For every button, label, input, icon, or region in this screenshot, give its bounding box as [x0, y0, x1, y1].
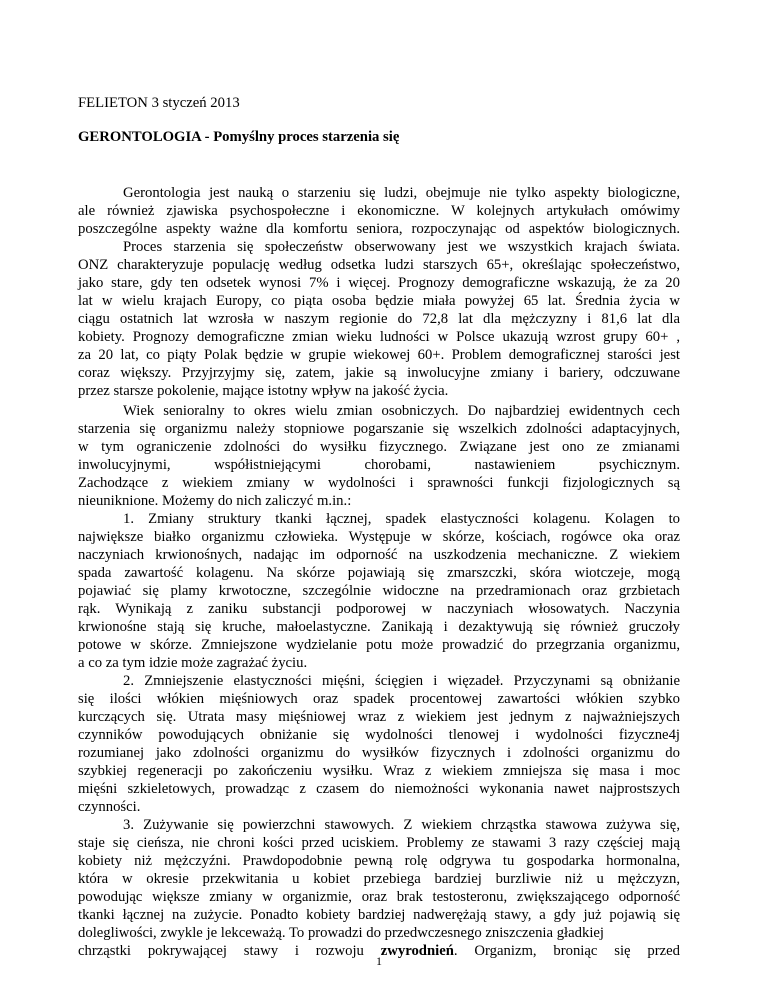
- page-number: 1: [376, 954, 382, 968]
- text-line: spada zawartość kolagenu. Na skórze pojawiają się zmarszczki, skóra wiotczeje, mogą: [78, 565, 680, 581]
- text-line: kobiety. Prognozy demograficzne zmian wieku ludności w Polsce ukazują wzrost grupy 60+ ,: [78, 329, 680, 345]
- text-line: a co za tym idzie może zagrażać życiu.: [78, 655, 308, 671]
- text-line: inwolucyjnymi, współistniejącymi chorobami, nastawieniem psychicznym.: [78, 457, 680, 473]
- text-line: lat w wielu krajach Europy, co piąta osoba będzie miała powyżej 65 lat. Średnia życia w: [78, 293, 680, 309]
- text-line: krwionośne stają się kruche, małoelastyczne. Zanikają i dezaktywują się również gruczoły: [78, 619, 680, 635]
- text-line: rąk. Wynikają z zaniku substancji podporowej w naczyniach włosowatych. Naczynia: [78, 601, 680, 617]
- text-line: Zachodzące z wiekiem zmiany w wydolności i sprawności funkcji fizjologicznych są: [78, 475, 680, 491]
- text-line: potowe w skórze. Zmniejszone wydzielanie potu może prowadzić do przegrzania organizmu,: [78, 637, 680, 653]
- text-line: 1. Zmiany struktury tkanki łącznej, spadek elastyczności kolagenu. Kolagen to: [123, 511, 680, 527]
- text-line: tkanki łącznej na zużycie. Ponadto kobiety bardziej nadwerężają stawy, a gdy już pojawią się: [78, 907, 680, 923]
- text-line: 3. Zużywanie się powierzchni stawowych. Z wiekiem chrząstka stawowa zużywa się,: [123, 817, 680, 833]
- final-line-end: . Organizm, broniąc się przed: [453, 943, 681, 959]
- text-line: poszczególne aspekty ważne dla komfortu seniora, rozpoczynając od aspektów biologicznych.: [78, 221, 680, 237]
- text-line: jako stare, gdy ten odsetek wynosi 7% i więcej. Prognozy demograficzne wskazują, że za 20: [78, 275, 680, 291]
- text-line: Wiek senioralny to okres wielu zmian osobniczych. Do najbardziej ewidentnych cech: [123, 403, 680, 419]
- text-line: mięśni szkieletowych, prowadząc z czasem do niemożności wykonania nawet najprostszych: [78, 781, 680, 797]
- text-line: pojawiać się plamy krwotoczne, szczególnie widoczne na przedramionach oraz grzbietach: [78, 583, 680, 599]
- text-line: największe białko organizmu człowieka. Występuje w skórze, kościach, rogówce oka oraz: [78, 529, 680, 545]
- text-line: za 20 lat, co piąty Polak będzie w grupie wiekowej 60+. Problem demograficznej starości jest: [78, 347, 680, 363]
- text-line: ciągu ostatnich lat wzrosła w naszym regionie do 72,8 lat dla mężczyzny i 81,6 lat dla: [78, 311, 680, 327]
- text-line: Gerontologia jest nauką o starzeniu się ludzi, obejmuje nie tylko aspekty biologiczne,: [123, 185, 680, 201]
- text-line: w tym ograniczenie zdolności do wysiłku fizycznego. Związane jest ono ze zmianami: [78, 439, 680, 455]
- final-line-start: chrząstki pokrywającej stawy i rozwoju: [78, 943, 381, 959]
- text-line: ale również zjawiska psychospołeczne i ekonomiczne. W kolejnych artykułach omówimy: [78, 203, 680, 219]
- bold-term: zwyrodnień: [380, 943, 454, 959]
- text-line: która w okresie przekwitania u kobiet przebiega bardziej burzliwie niż u mężczyzn,: [78, 871, 680, 887]
- article-title: GERONTOLOGIA - Pomyślny proces starzenia się: [78, 129, 400, 145]
- header-line: FELIETON 3 styczeń 2013: [78, 95, 240, 111]
- text-line: się ilości włókien mięśniowych oraz spadek procentowej zawartości włókien szybko: [78, 691, 680, 707]
- text-line: dolegliwości, zwykle je lekceważą. To prowadzi do przedwczesnego zniszczenia gładkiej: [78, 925, 605, 941]
- text-line: 2. Zmniejszenie elastyczności mięśni, ścięgien i więzadeł. Przyczynami są obniżanie: [123, 673, 680, 689]
- text-line: czynności.: [78, 799, 141, 815]
- text-line: starzenia się organizmu należy stopniowe pogarszanie się wszelkich zdolności adaptacyjnych,: [78, 421, 680, 437]
- text-line: czynników powodujących obniżanie się wydolności tlenowej i wydolności fizyczne4j: [78, 727, 680, 743]
- text-line: Proces starzenia się społeczeństw obserwowany jest we wszystkich krajach świata.: [123, 239, 680, 255]
- text-line: kobiety niż mężczyźni. Prawdopodobnie pewną rolę odgrywa tu gospodarka hormonalna,: [78, 853, 680, 869]
- text-line: ONZ charakteryzuje populację według odsetka ludzi starszych 65+, określając społeczeństwo,: [78, 257, 680, 273]
- text-line: kurczących się. Utrata masy mięśniowej wraz z wiekiem jest jednym z najważniejszych: [78, 709, 680, 725]
- text-line: przez starsze pokolenie, mające istotny wpływ na jakość życia.: [78, 383, 449, 399]
- text-line: szybkiej regeneracji po zakończeniu wysiłku. Wraz z wiekiem zmniejsza się masa i moc: [78, 763, 680, 779]
- text-line: nieuniknione. Możemy do nich zaliczyć m.in.:: [78, 493, 352, 509]
- text-line: rozumianej jako zdolności organizmu do wysiłków fizycznych i zdolności organizmu do: [78, 745, 680, 761]
- text-line: powodując większe zmiany w organizmie, oraz brak testosteronu, zwiększającego odporność: [78, 889, 680, 905]
- text-line: coraz większy. Przyjrzyjmy się, zatem, jakie są inwolucyjne zmiany i bariery, odczuwane: [78, 365, 680, 381]
- text-line: naczyniach krwionośnych, nadając im odporność na uszkodzenia mechaniczne. Z wiekiem: [78, 547, 680, 563]
- text-line: staje się cieńsza, nie chroni kości przed uciskiem. Problemy ze stawami 3 razy częściej mają: [78, 835, 680, 851]
